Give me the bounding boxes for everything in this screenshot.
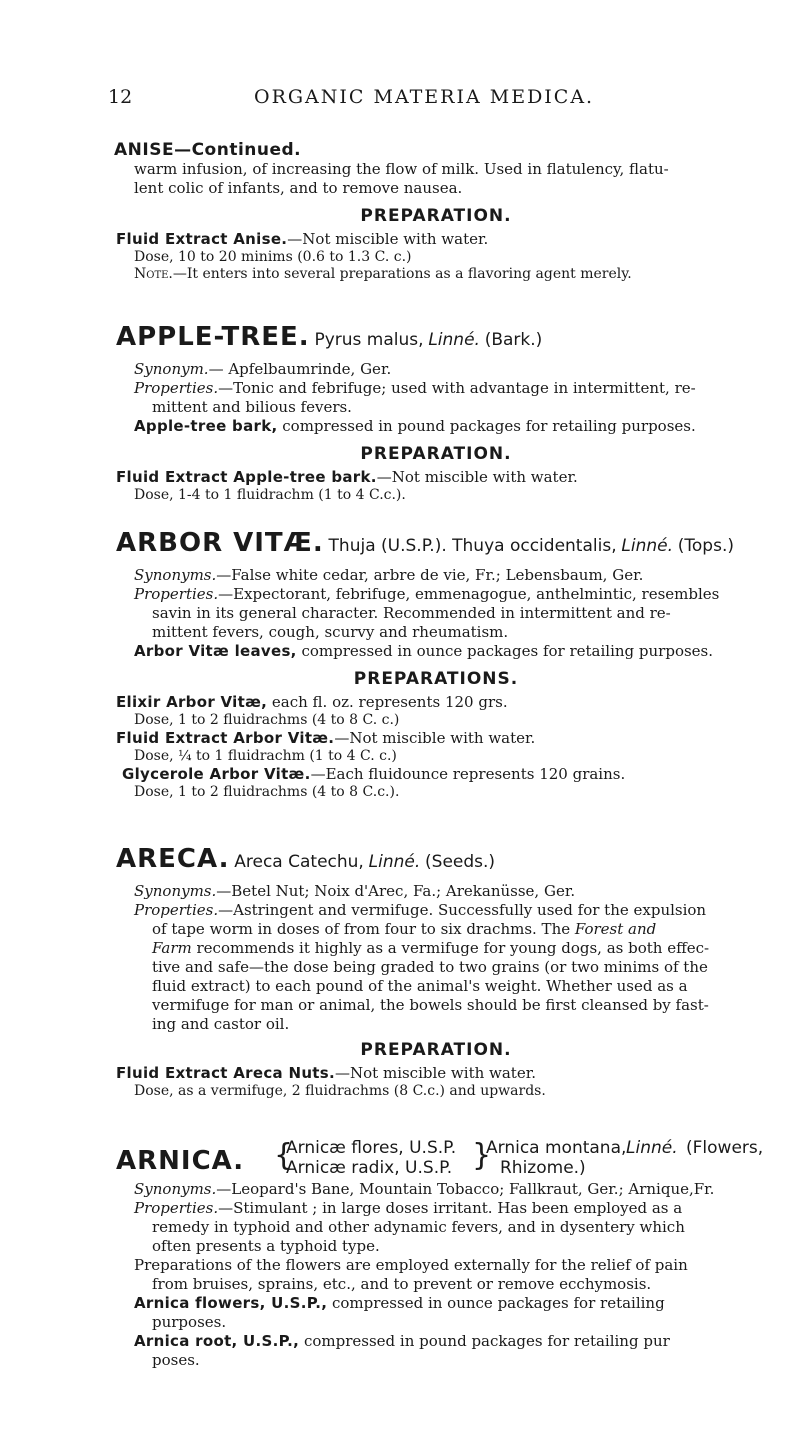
body-line: Preparations of the flowers are employed externally for the relief of pain xyxy=(134,1256,688,1274)
body-line: vermifuge for man or animal, the bowels should be first cleansed by fast- xyxy=(152,996,709,1014)
properties-line xyxy=(116,379,756,398)
body-text: recommends it highly as a vermifuge for young dogs, as both effec- xyxy=(191,939,710,957)
properties-text: —Astringent and vermifuge. Successfully used for the expulsion xyxy=(218,901,707,919)
entry-arnica xyxy=(116,1136,764,1370)
preparation-note: each fl. oz. represents 120 grs. xyxy=(267,693,508,711)
body-line: tive and safe—the dose being graded to two grains (or two minims of the xyxy=(152,958,708,976)
package-name: Apple-tree bark, xyxy=(134,417,278,435)
preparation-line xyxy=(116,468,756,487)
entry-header xyxy=(116,1136,764,1180)
note-line xyxy=(116,266,756,283)
dose-line: Dose, 10 to 20 minims (0.6 to 1.3 C. c.) xyxy=(134,249,412,265)
running-title: ORGANIC MATERIA MEDICA. xyxy=(254,86,595,108)
authority: Linné. xyxy=(626,1138,678,1158)
body-text: of tape worm in doses of from four to six drachms. The xyxy=(152,920,571,938)
preparation-name: Glycerole Arbor Vitæ. xyxy=(122,765,311,783)
body-line: from bruises, sprains, etc., and to prevent or remove ecchymosis. xyxy=(152,1275,652,1293)
preparation-note: —Not miscible with water. xyxy=(287,230,489,248)
preparation-line xyxy=(116,729,756,748)
preparation-line xyxy=(116,693,756,712)
body-line xyxy=(116,920,756,939)
entry-header xyxy=(116,844,756,882)
package-line xyxy=(116,642,756,661)
synonym-line xyxy=(116,1180,756,1199)
latin-name: Thuja (U.S.P.). Thuya occidentalis, xyxy=(328,536,617,556)
preparation-heading: PREPARATIONS. xyxy=(353,669,519,689)
plant-part: (Tops.) xyxy=(677,536,734,556)
preparation-note: —Not miscible with water. xyxy=(376,468,578,486)
authority: Linné. xyxy=(368,852,421,872)
note-text: .—It enters into several preparations as a flavoring agent merely. xyxy=(168,266,632,282)
preparation-name: Fluid Extract Arbor Vitæ. xyxy=(116,729,335,747)
synonym-label: Synonym. xyxy=(134,360,209,378)
latin-name: Arnica montana, xyxy=(486,1138,627,1158)
entry-header xyxy=(116,528,756,566)
plant-part: (Bark.) xyxy=(484,330,543,350)
package-line xyxy=(116,1294,756,1313)
preparation-line xyxy=(116,230,756,249)
body-line: mittent and bilious fevers. xyxy=(152,398,352,416)
synonym-line xyxy=(116,360,756,379)
properties-text: —Tonic and febrifuge; used with advantage in intermittent, re- xyxy=(218,379,696,397)
dose-line: Dose, 1 to 2 fluidrachms (4 to 8 C.c.). xyxy=(134,784,400,800)
properties-label: Properties. xyxy=(134,901,219,919)
dose-line: Dose, 1 to 2 fluidrachms (4 to 8 C. c.) xyxy=(134,712,400,728)
right-brace: } xyxy=(472,1138,492,1173)
synonym-label: Synonyms. xyxy=(134,1180,217,1198)
preparation-name: Fluid Extract Areca Nuts. xyxy=(116,1064,336,1082)
note-label: Note xyxy=(134,266,169,282)
plant-part: (Seeds.) xyxy=(425,852,496,872)
body-line: fluid extract) to each pound of the animal's weight. Whether used as a xyxy=(152,977,688,995)
synonym-line xyxy=(116,566,756,585)
synonym-line xyxy=(116,882,756,901)
properties-line xyxy=(116,1199,756,1218)
body-line: warm infusion, of increasing the flow of milk. Used in flatulency, flatu- xyxy=(134,160,669,178)
package-line xyxy=(116,1332,756,1351)
preparation-name: Fluid Extract Anise. xyxy=(116,230,288,248)
entry-title: ARBOR VITÆ. xyxy=(116,528,324,558)
package-text: compressed in ounce packages for retailing xyxy=(327,1294,665,1312)
entry-title: APPLE-TREE. xyxy=(116,322,310,352)
entry-title: ARNICA. xyxy=(116,1146,245,1176)
package-name: Arbor Vitæ leaves, xyxy=(134,642,297,660)
running-head xyxy=(108,86,708,110)
body-line: savin in its general character. Recommended in intermittent and re- xyxy=(152,604,671,622)
synonym-text: —Betel Nut; Noix d'Arec, Fa.; Arekanüsse, Ger. xyxy=(216,882,576,900)
entry-title: ANISE—Continued. xyxy=(114,140,302,160)
page-number: 12 xyxy=(108,86,133,108)
dose-line: Dose, ¼ to 1 fluidrachm (1 to 4 C. c.) xyxy=(134,748,397,764)
entry-anise xyxy=(116,140,756,283)
preparation-note: —Not miscible with water. xyxy=(335,1064,536,1082)
properties-line xyxy=(116,585,756,604)
synonym-text: — Apfelbaumrinde, Ger. xyxy=(208,360,392,378)
plant-part: (Flowers, xyxy=(686,1138,764,1158)
body-line: purposes. xyxy=(152,1313,227,1331)
synonym-label: Synonyms. xyxy=(134,566,217,584)
dose-line: Dose, as a vermifuge, 2 fluidrachms (8 C.c.) and upwards. xyxy=(134,1083,546,1099)
body-line: lent colic of infants, and to remove nausea. xyxy=(134,179,463,197)
properties-text: —Expectorant, febrifuge, emmenagogue, anthelmintic, resembles xyxy=(218,585,720,603)
body-line: mittent fevers, cough, scurvy and rheumatism. xyxy=(152,623,509,641)
package-text: compressed in pound packages for retailing purposes. xyxy=(277,417,696,435)
package-name: Arnica flowers, U.S.P., xyxy=(134,1294,328,1312)
properties-label: Properties. xyxy=(134,379,219,397)
properties-line xyxy=(116,901,756,920)
preparation-note: —Each fluidounce represents 120 grains. xyxy=(310,765,626,783)
synonym-text: —False white cedar, arbre de vie, Fr.; Lebensbaum, Ger. xyxy=(216,566,644,584)
properties-label: Properties. xyxy=(134,1199,219,1217)
preparation-line xyxy=(116,1064,756,1083)
properties-text: —Stimulant ; in large doses irritant. Has been employed as a xyxy=(218,1199,683,1217)
properties-label: Properties. xyxy=(134,585,219,603)
publication-title: Farm xyxy=(152,939,192,957)
body-line: often presents a typhoid type. xyxy=(152,1237,380,1255)
synonym-text: —Leopard's Bane, Mountain Tobacco; Fallkraut, Ger.; Arnique,Fr. xyxy=(216,1180,715,1198)
preparation-heading: PREPARATION. xyxy=(360,1040,512,1060)
entry-apple-tree xyxy=(116,322,756,504)
synonym-label: Synonyms. xyxy=(134,882,217,900)
latin-name: Areca Catechu, xyxy=(234,852,364,872)
entry-areca xyxy=(116,844,756,1100)
package-name: Arnica root, U.S.P., xyxy=(134,1332,300,1350)
authority: Linné. xyxy=(621,536,673,556)
latin-name: Pyrus malus, xyxy=(314,330,424,350)
official-name-root: Arnicæ radix, U.S.P. xyxy=(286,1158,453,1178)
package-line xyxy=(116,417,756,436)
body-line xyxy=(116,939,756,958)
package-text: compressed in ounce packages for retailing purposes. xyxy=(296,642,714,660)
body-line: remedy in typhoid and other adynamic fevers, and in dysentery which xyxy=(152,1218,685,1236)
preparation-note: —Not miscible with water. xyxy=(334,729,536,747)
preparation-heading: PREPARATION. xyxy=(360,444,512,464)
plant-part: Rhizome.) xyxy=(500,1158,586,1178)
left-brace: { xyxy=(274,1138,294,1173)
preparation-line xyxy=(116,765,756,784)
body-line: ing and castor oil. xyxy=(152,1015,290,1033)
preparation-name: Elixir Arbor Vitæ, xyxy=(116,693,268,711)
authority: Linné. xyxy=(428,330,480,350)
dose-line: Dose, 1-4 to 1 fluidrachm (1 to 4 C.c.). xyxy=(134,487,406,503)
body-line: poses. xyxy=(152,1351,200,1369)
entry-arbor-vitae xyxy=(116,528,756,801)
entry-header xyxy=(116,322,756,360)
preparation-name: Fluid Extract Apple-tree bark. xyxy=(116,468,377,486)
entry-title: ARECA. xyxy=(116,844,230,874)
package-text: compressed in pound packages for retailing pur xyxy=(299,1332,670,1350)
publication-title: Forest and xyxy=(574,920,657,938)
official-name-flowers: Arnicæ flores, U.S.P. xyxy=(286,1138,457,1158)
preparation-heading: PREPARATION. xyxy=(360,206,512,226)
